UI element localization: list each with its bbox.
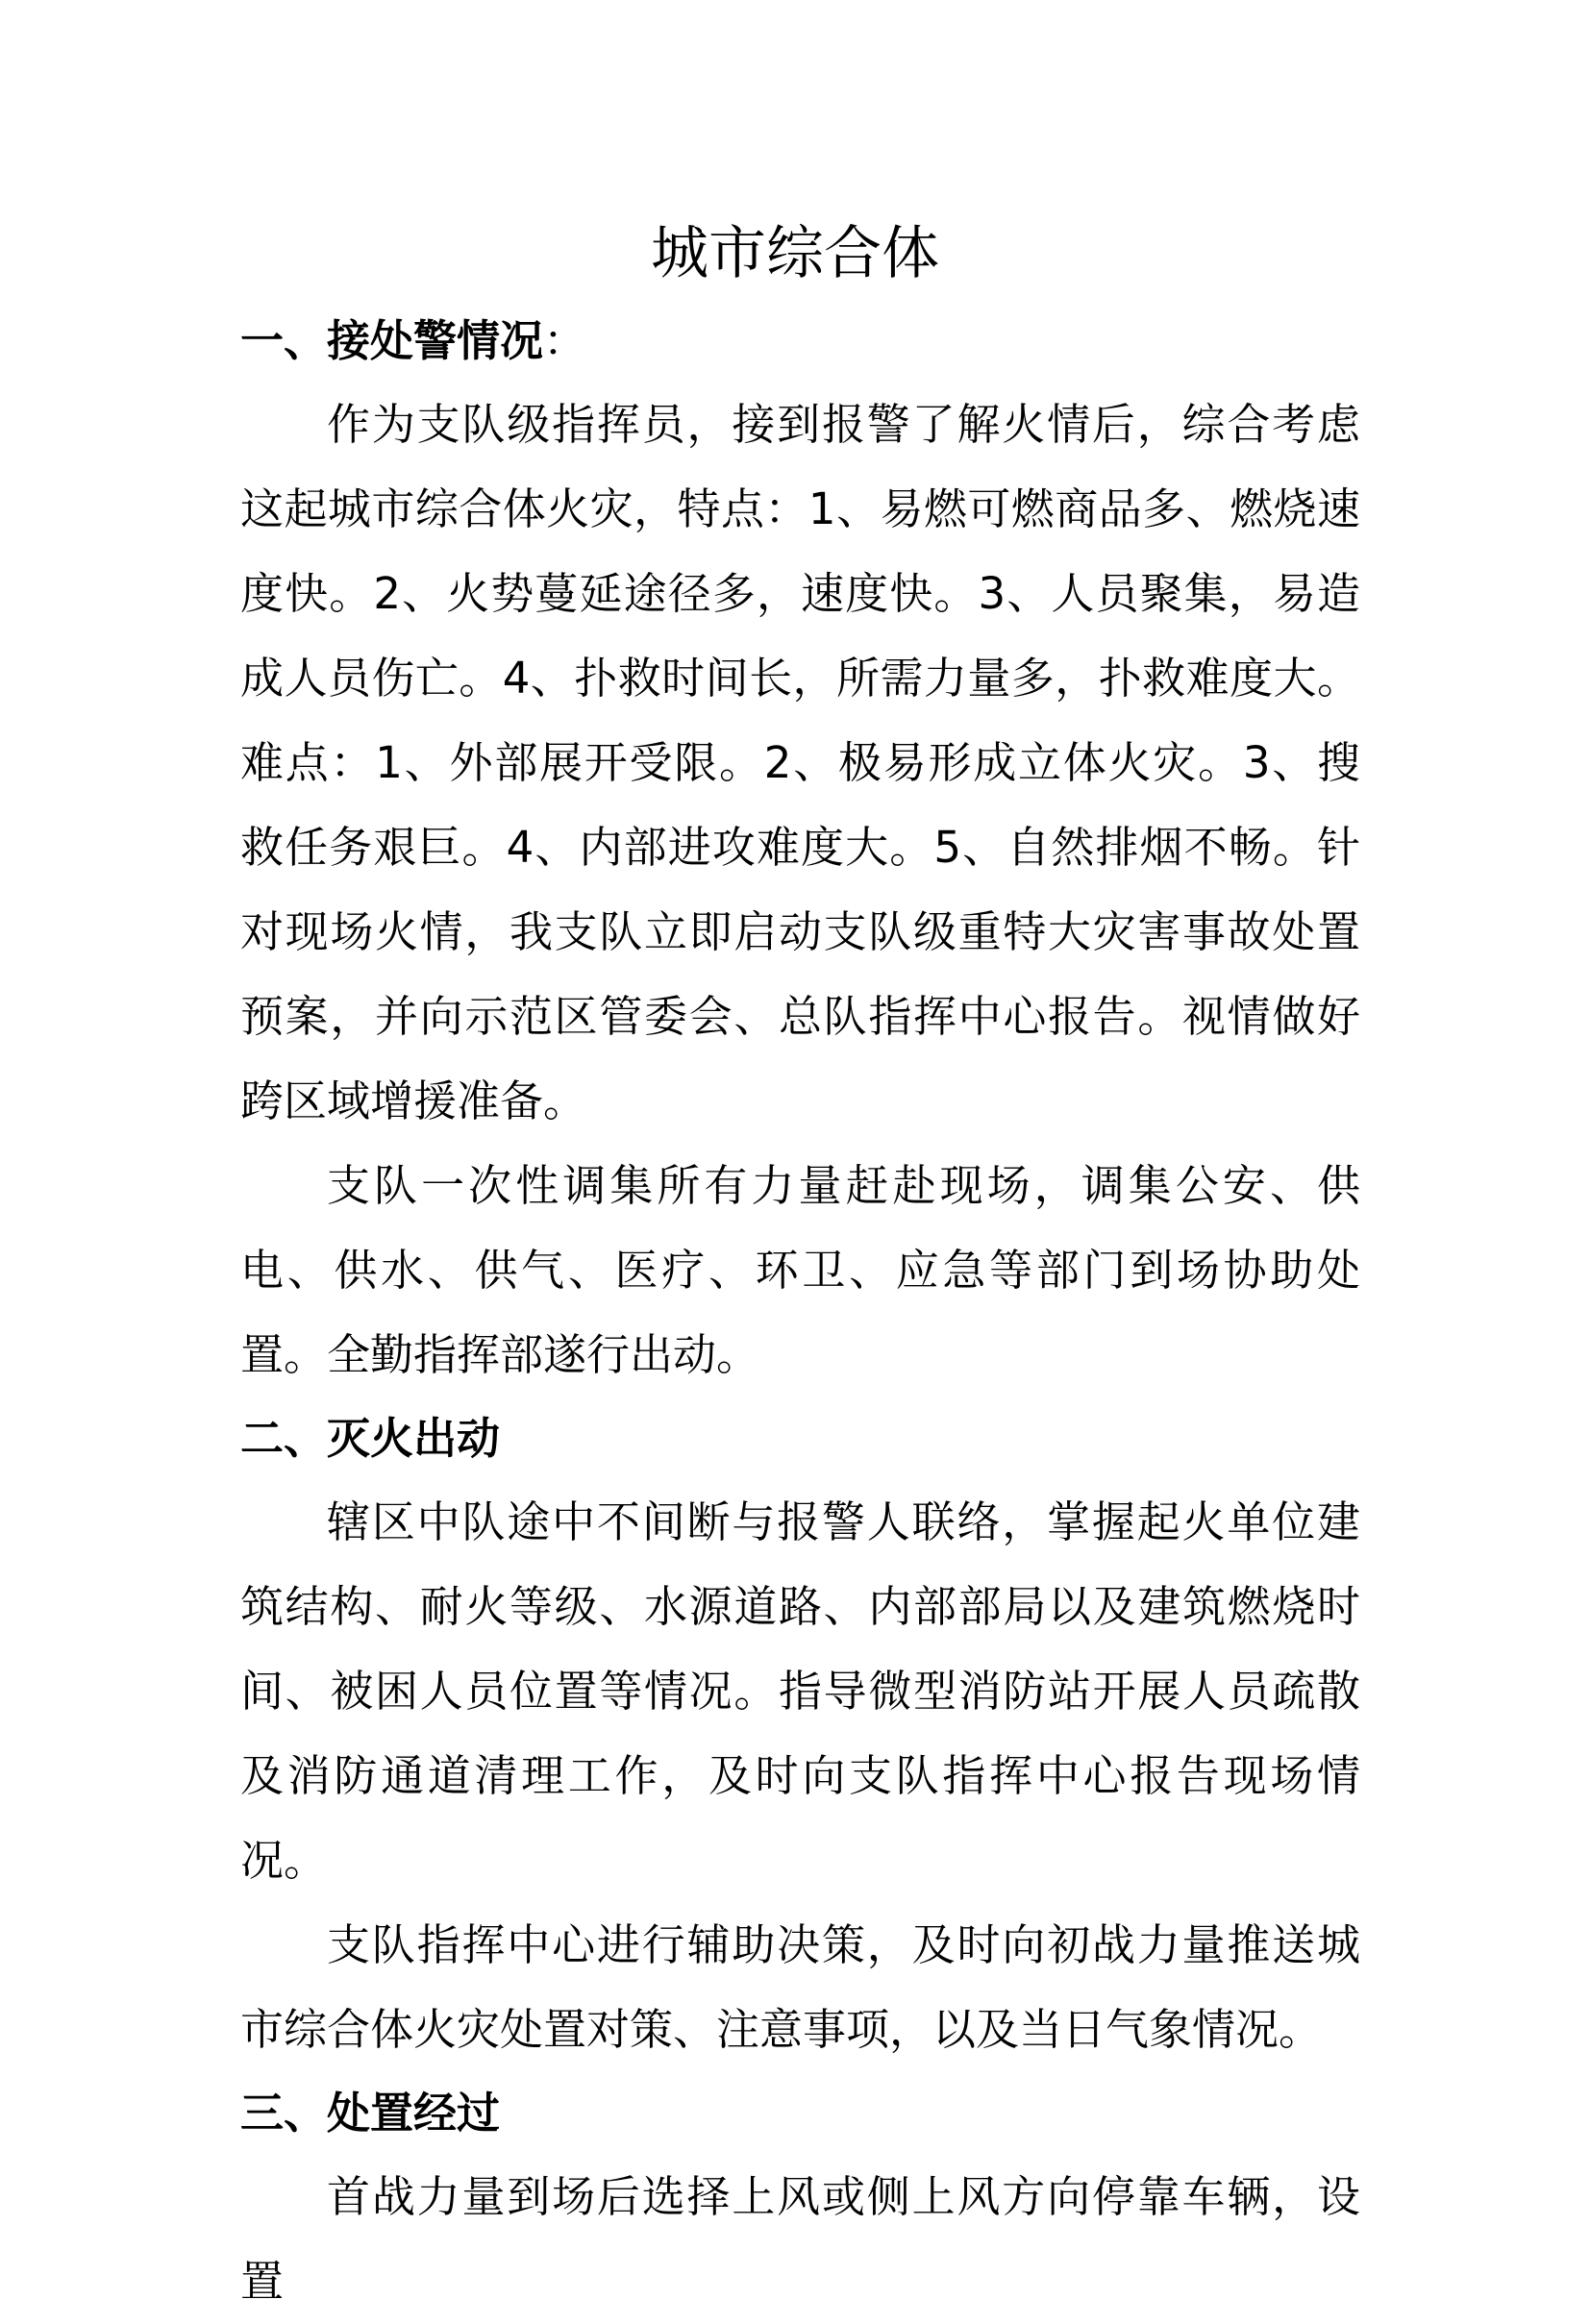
section-heading-colon: ：: [543, 315, 587, 366]
paragraph: 支队指挥中心进行辅助决策，及时向初战力量推送城市综合体火灾处置对策、注意事项，以及当日气象情况。: [240, 1919, 1360, 2055]
document-body: [240, 300, 1360, 2324]
paragraph: 支队一次性调集所有力量赶赴现场，调集公安、供电、供水、供气、医疗、环卫、应急等部门到场协助处置。全勤指挥部遂行出动。: [240, 1160, 1360, 1380]
paragraph: 辖区中队途中不间断与报警人联络，掌握起火单位建筑结构、耐火等级、水源道路、内部部局以及建筑燃烧时间、被困人员位置等情况。指导微型消防站开展人员疏散及消防通道清理工作，及时向支队指挥中心报告现场情况。: [240, 1496, 1360, 1886]
section-3: [240, 2072, 1360, 2324]
section-2: [240, 1397, 1360, 2072]
paragraph: 作为支队级指挥员，接到报警了解火情后，综合考虑这起城市综合体火灾，特点：1、易燃可燃商品多、燃烧速度快。2、火势蔓延途径多，速度快。3、人员聚集，易造成人员伤亡。4、扑救时间长，所需力量多，扑救难度大。难点：1、外部展开受限。2、极易形成立体火灾。3、搜救任务艰巨。4、内部进攻难度大。5、自然排烟不畅。针对现场火情，我支队立即启动支队级重特大灾害事故处置预案，并向示范区管委会、总队指挥中心报告。视情做好跨区域增援准备。: [240, 399, 1360, 1126]
section-heading: 二、灭火出动: [240, 1413, 501, 1464]
section-heading: [240, 300, 1360, 383]
document-title: 城市综合体: [651, 220, 939, 287]
section-heading: 三、处置经过: [240, 2088, 501, 2139]
section-heading-text: 一、接处警情况: [240, 315, 544, 366]
section-1: [240, 300, 1360, 1397]
paragraph: 首战力量到场后选择上风或侧上风方向停靠车辆，设置: [240, 2171, 1360, 2307]
